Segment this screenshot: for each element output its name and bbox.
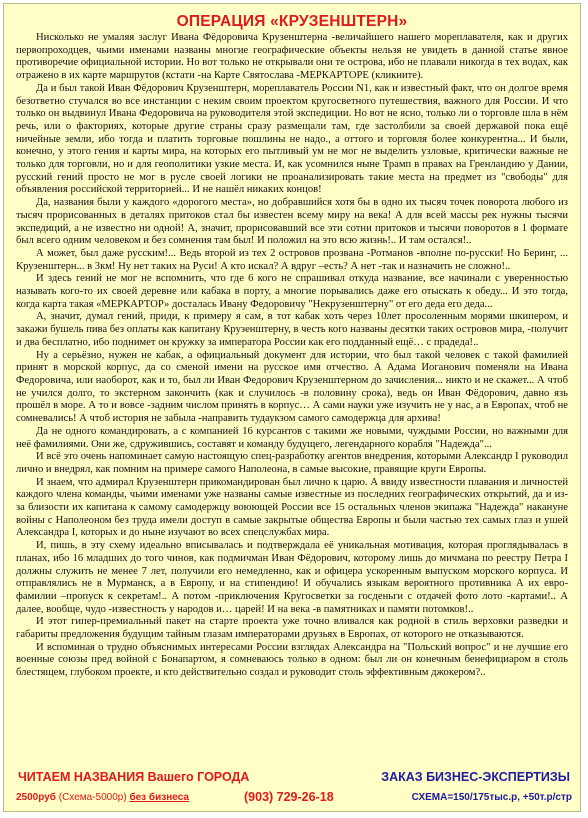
paragraph-7: Ну а серьёзно, нужен не кабак, а официальный документ для истории, что был такой человек с такой фамилией принят в морской корпус, да со сменой имени на русское имя отчество. А Адама Иоганович поменяли на Ивана Федоровича, или наоборот, как и то, был ли Иван Федорович Крузенштерном до зачисления... никто и не скажет... А чтоб не учился долго, то экстерном закончить (как и случилось -в половину срока), ведь он Иван Фёдорович, давно язь прошёл в море. А то и вовсе -задним числом принять в корпус… А сами науки уже изучить не у нас, а в Европах, чтоб не сомневались! А чтоб история не забыла -направить тудаукзом самого самодержца для архива! — [16, 349, 568, 425]
paragraph-2: Да и был такой Иван Фёдорович Крузенштерн, мореплаватель России N1, как и известный факт, что он долгое время безответно стучался во все инстанции с неким своим проектом кругосветного путешествия, важного для России. И что только он выдвинул Ивана Федоровича на руководителя этой экспедиции. Но вот не ясно, только ли о торговле шла в нём речь, или о факториях, которые другие страны сразу размещали там, где застолбили за своей державой пока ещё ничейные земли, ибо тогда и платить торговые пошлины не надо., а оттого и торговля более конкурентна... И были, конечно, у этого гения и карты мира, на которых его пытливый ум не мог не выделить узловые, критически важные не только для торговли, но и для геополитики узкие места. И, как усомнился ныне Трамп в правах на Гренландию у Дании, русский гений просто не мог в русле своей логики не проанализировать такие места на предмет из "свободы" для объявления российской территорией... И не нашёл никаких концов! — [16, 82, 568, 196]
paragraph-9: И всё это очень напоминает самую настоящую спец-разработку агентов внедрения, которыми Александр I руководил лично и внедрял, как помним на примере самого Наполеона, в самые высокие, правящие круги Европы. — [16, 451, 568, 475]
phone-number[interactable]: (903) 729-26-18 — [244, 790, 334, 804]
without-business-link[interactable]: без бизнеса — [129, 792, 189, 803]
paragraph-6: А, значит, думал гений, приди, к примеру я сам, в тот кабак хоть через 10лет просоленным морями шкипером, и закажи бушель пива без оплаты как капитану Крузенштерну, в честь кого названы десятки таких островов мира, -получит и два бесплатно, ибо поднимет он кружку за императора России как его подданный ещё… с прадеда!.. — [16, 311, 568, 348]
paragraph-10: И знаем, что адмирал Крузенштерн прикомандирован был лично к царю. А ввиду известности плавания и личностей каждого члена команды, чьими именами уже названы самые известные из последних географических открытий, да и из-за близости их капитана к самому самодержцу воюющей России все 15 остальных членов экипажа "Надежда" накануне войны с Наполеоном без труда имели доступ в самые закрытые общества Европы и были частью тех самых глаз и ушей Александра I, которых и до ныне изучают во всех спецслужбах мира. — [16, 476, 568, 539]
price-scheme-note: (Схема-5000р) — [58, 792, 127, 803]
article-page — [3, 3, 581, 812]
paragraph-1: Нисколько не умаляя заслуг Ивана Фёдоровича Крузенштерна -величайшего нашего мореплавателя, как и других первопроходцев, чьими именами названы многие географические объекты нельзя не увидеть в данной статье явное противоречие официальной истории. Но вот только не открывали они те острова, ибо не плавали никогда в тех водах, как отражено в их карте маршрутов (кстати -на Карте Святослава -МЕРКАРТОРЕ (кликните). — [16, 32, 568, 82]
scheme-price: СХЕМА=150/175тыс.р, +50т.р/стр — [411, 792, 572, 803]
price-line — [16, 792, 189, 803]
page-footer — [12, 766, 576, 806]
paragraph-8: Да не одного командировать, а с компанией 16 курсантов с такими же новыми, чуждыми России, но важными для неё фамилиями. Они же, сдружившись, составят и команду будущего, легендарного корабля "Надежда"... — [16, 425, 568, 450]
paragraph-11: И, пишь, в эту схему идеально вписывалась и подтверждала её уникальная мотивация, которая проглядывалась в планах, ибо 16 младших до того чинов, как подмичман Иван Фёдорович, которому лишь до мичмана по реестру Петра I должны служить не менее 7 лет, получили его немедленно, как и офицера ускоренным выпуском морского корпуса. И отправлялись не в Мурманск, а в Европу, и на стипендию! И обучались языкам вероятного противника А их евро-фамилии –пропуск к секретам!.. А потом -приключения Кругосветки за гоcденьги с отдачей фото лото -картами!.. А далее, вообще, чудо -известность у народов и… царей! И на века -в памятниках и памяти потомков!.. — [16, 540, 568, 615]
price-value: 2500руб — [16, 792, 56, 803]
article-body — [16, 32, 568, 680]
business-expertise-order[interactable]: ЗАКАЗ БИЗНЕС-ЭКСПЕРТИЗЫ — [381, 770, 570, 784]
article-title: ОПЕРАЦИЯ «КРУЗЕНШТЕРН» — [176, 13, 408, 30]
paragraph-12: И этот гипер-премиальный пакет на старте проекта уже точно вливался как родной в стиль верховки разведки и габариты предложения будущим тайным глазам императорами друзьях в Европах, от которого не отказываются. — [16, 616, 568, 641]
paragraph-4: А может, был даже русским!... Ведь второй из тех 2 островов прозвана -Ротманов -вполне по-русски! Но Беринг, ... Крузенштерн... в 3км! Ну нет таких на Руси! А кто искал? А вдруг –есть? А нет -так и назначить не сложно!.. — [16, 247, 568, 272]
paragraph-5: И здесь гений не мог не вспомнить, что где 6 кого не спрашивал откуда название, все начинали с уверенностью называть кого-то их своей деревне или кабака в порту, а многие порывались даже его отыскать к обеду... И это тогда, когда карта такая «МЕРКАРТОР» досталась Ивану Федоровичу "Некрузенштерну" от его деда его деда... — [16, 273, 568, 310]
paragraph-3: Да, названия были у каждого «дорогого места», но добравшийся хотя бы в одно их тысяч точек поворота любого из тысяч прорисованных в деталях притоков стал бы известен всему миру на века! А для всей массы рек нужны тысячи экспедиций, а не известно ни одной! А, значит, прорисовавший все эти сотни притоков и тысячи поворотов в 1 формате был всего одним человеком и без сомнения там был! И положил на это всю жизнь!.. И там остался!.. — [16, 197, 568, 247]
city-names-promo[interactable]: ЧИТАЕМ НАЗВАНИЯ Вашего ГОРОДА — [18, 770, 250, 784]
paragraph-13: И вспоминая о трудно объяснимых интересами России взглядах Александра на "Польский вопрос" и не лучшие его военные союзы пред войной с Бонапартом, я сомневаюсь только в одном: был ли он конечным бенефициаром в столь блестящем, глубоком проекте, и кто действительно создал и руководит столь эффективным джокером?.. — [16, 641, 568, 679]
